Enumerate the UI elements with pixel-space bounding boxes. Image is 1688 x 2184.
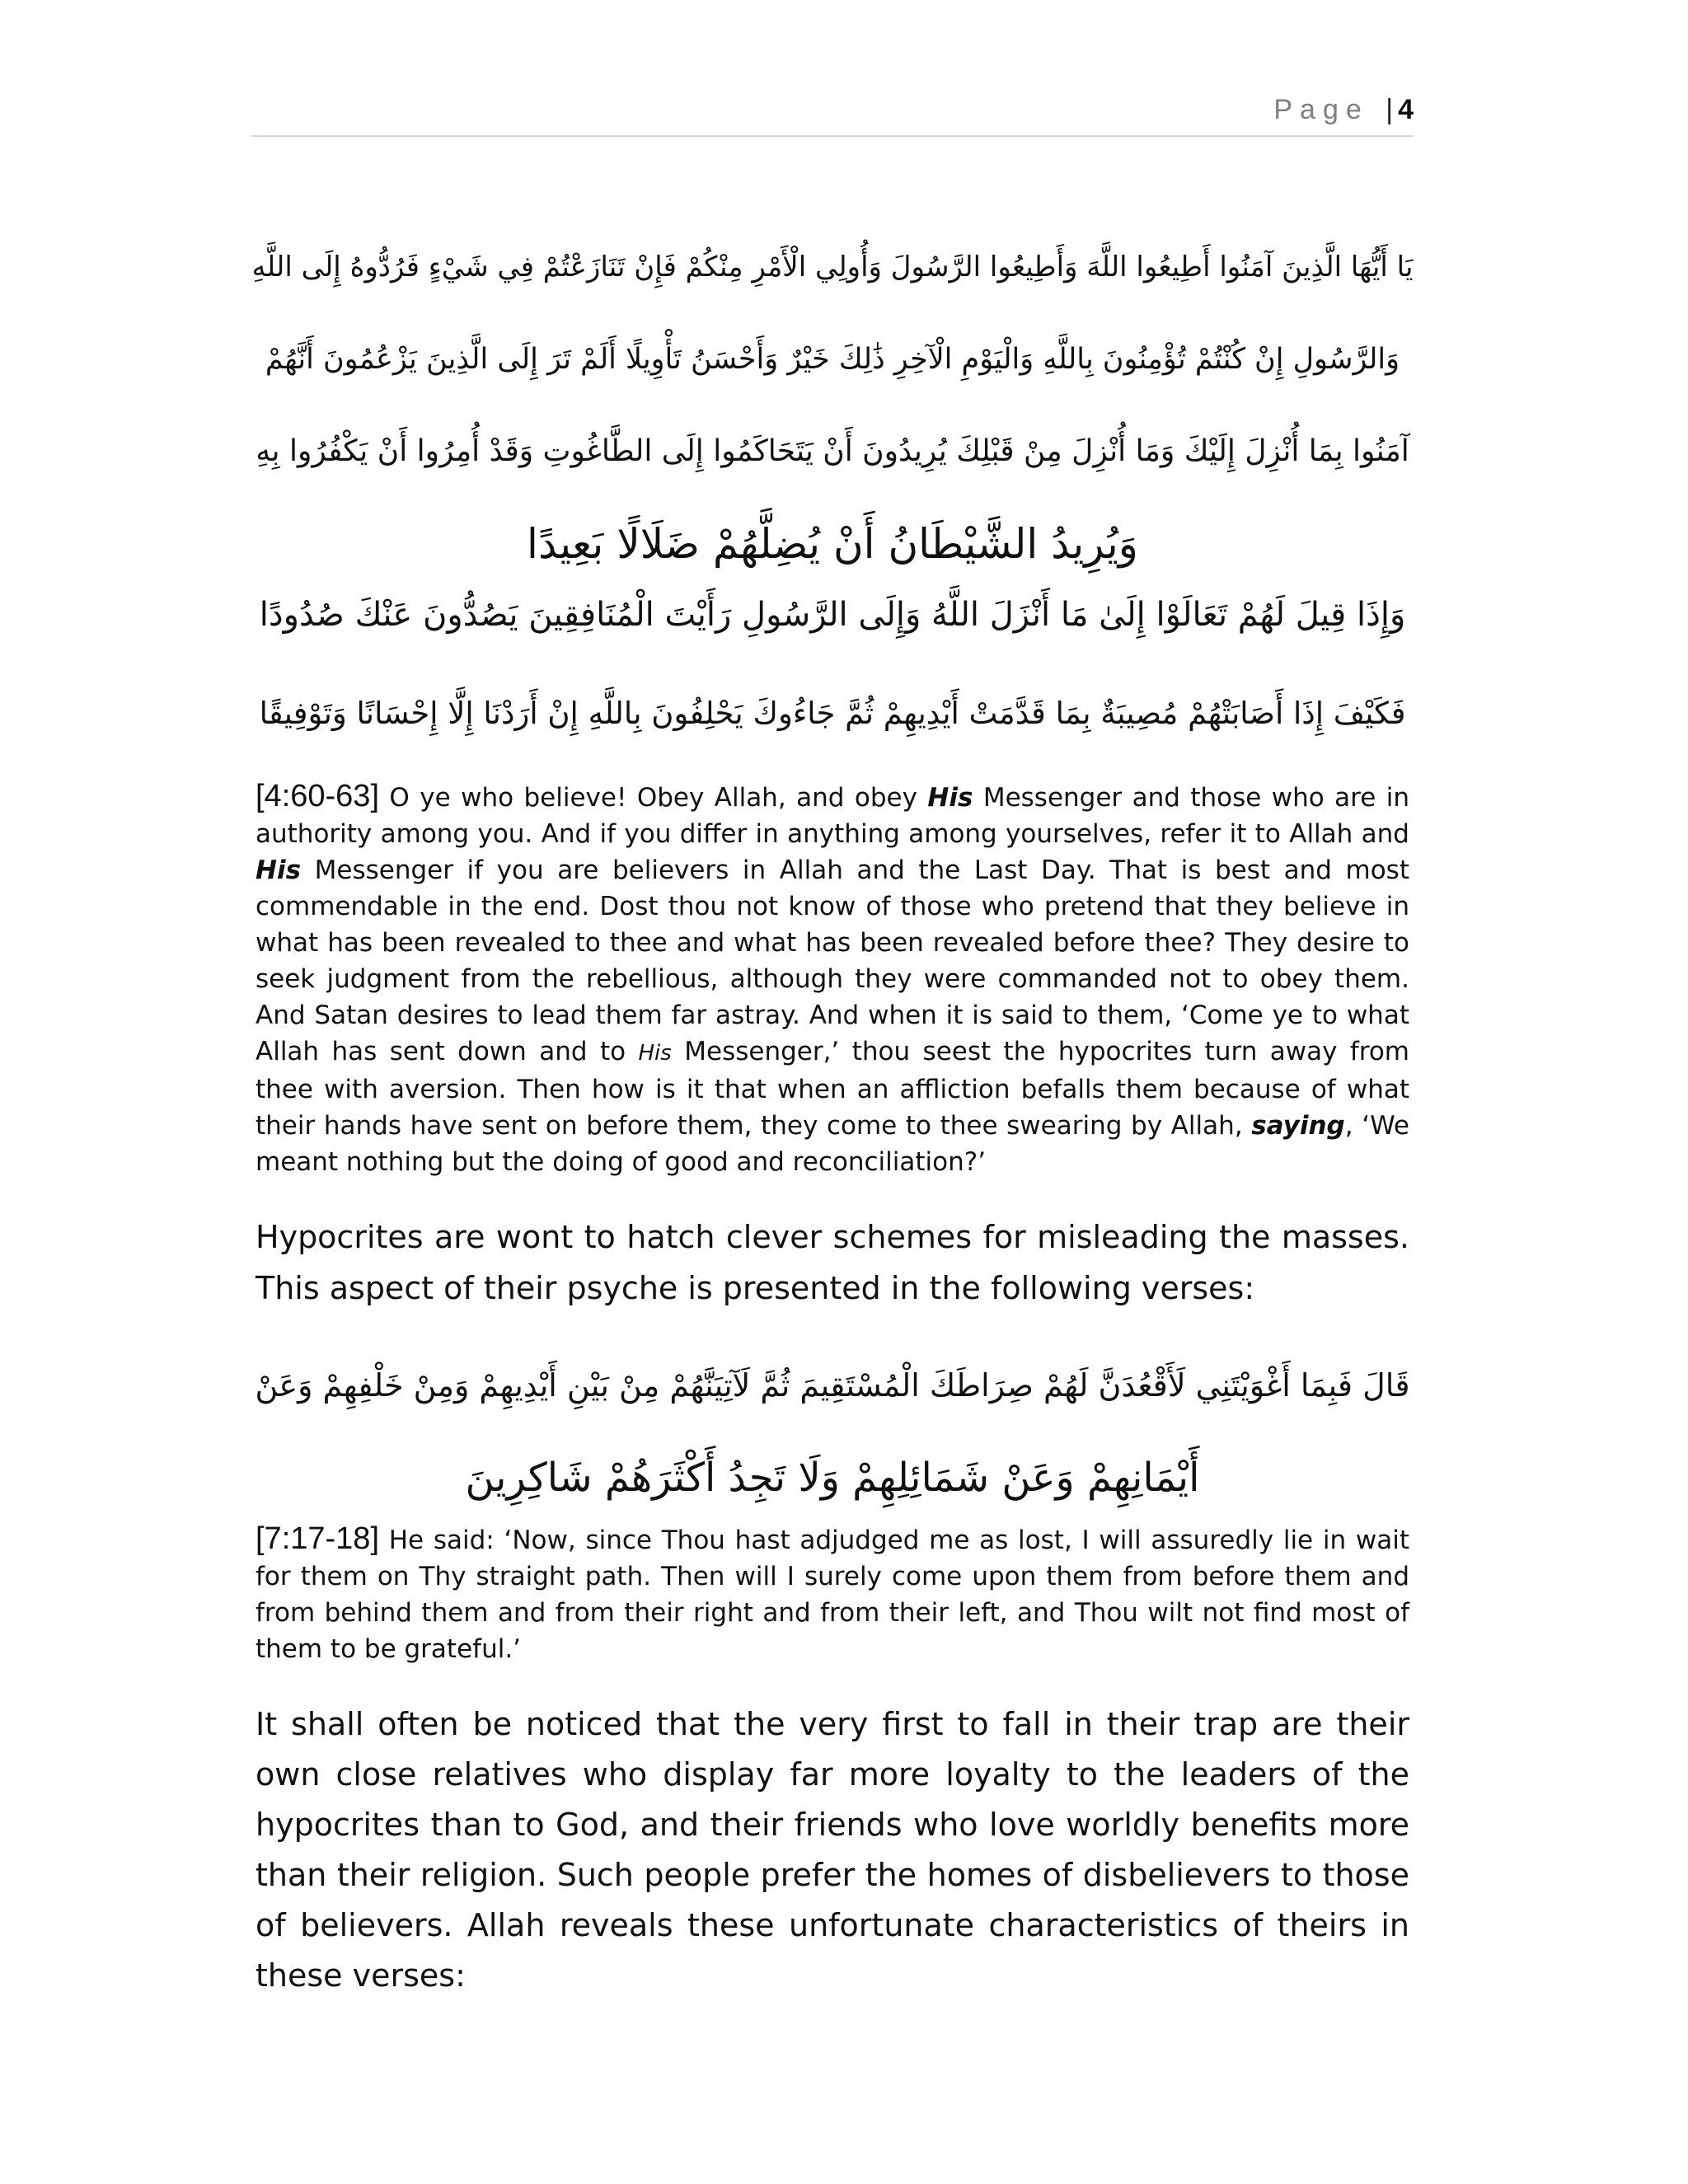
translation-7-17-18 <box>256 1521 1409 1667</box>
page-number-label <box>1273 94 1414 126</box>
translation-text: Messenger,’ thou seest the hypocrites turn away from thee with aversion. Then how is it that when an affliction befalls them because of what their hands have sent on before them, they come to thee swearing by Allah, <box>256 1037 1410 1141</box>
body-paragraph: It shall often be noticed that the very first to fall in their trap are their own close relatives who display far more loyalty to the leaders of the hypocrites than to God, and their friends who love worldly benefits more than their religion. Such people prefer the homes of disbelievers to those of believers. Allah reveals these unfortunate characteristics of theirs in these verses: <box>256 1706 1409 1994</box>
translation-text: , ‘We meant nothing but the doing of good and reconciliation?’ <box>256 1111 1409 1177</box>
emphasis-his: His <box>638 1041 672 1066</box>
translation-4-60-63 <box>256 778 1409 1180</box>
arabic-verse-line: فَكَيْفَ إِذَا أَصَابَتْهُمْ مُصِيبَةٌ بِمَا قَدَّمَتْ أَيْدِيهِمْ ثُمَّ جَاءُوكَ يَحْلِفُونَ بِاللَّهِ إِنْ أَرَدْنَا إِلَّا إِحْسَانًا وَتَوْفِيقًا <box>259 696 1406 731</box>
translation-text: Messenger and those who are in authority among you. And if you differ in anything among yourselves, refer it to Allah and <box>256 783 1409 849</box>
arabic-verse-line: وَالرَّسُولِ إِنْ كُنْتُمْ تُؤْمِنُونَ بِاللَّهِ وَالْيَوْمِ الْآخِرِ ذَٰلِكَ خَيْرٌ وَأَحْسَنُ تَأْوِيلًا أَلَمْ تَرَ إِلَى الَّذِينَ يَزْعُمُونَ أَنَّهُمْ <box>265 343 1400 376</box>
verse-reference: [4:60-63] <box>256 779 379 813</box>
page-number: 4 <box>1398 94 1414 125</box>
verse-reference: [7:17-18] <box>256 1521 379 1556</box>
body-paragraph: Hypocrites are wont to hatch clever schemes for misleading the masses. This aspect of their psyche is presented in the following verses: <box>256 1219 1409 1306</box>
header-separator: | <box>1386 94 1394 125</box>
arabic-verse-line: آمَنُوا بِمَا أُنْزِلَ إِلَيْكَ وَمَا أُنْزِلَ مِنْ قَبْلِكَ يُرِيدُونَ أَنْ يَتَحَاكَمُوا إِلَى الطَّاغُوتِ وَقَدْ أُمِرُوا أَنْ يَكْفُرُوا بِهِ <box>256 434 1409 468</box>
page-word: Page <box>1273 94 1369 125</box>
arabic-verse-line: وَيُرِيدُ الشَّيْطَانُ أَنْ يُضِلَّهُمْ ضَلَالًا بَعِيدًا <box>527 520 1138 568</box>
arabic-verse-line: قَالَ فَبِمَا أَغْوَيْتَنِي لَأَقْعُدَنَّ لَهُمْ صِرَاطَكَ الْمُسْتَقِيمَ ثُمَّ لَآتِيَنَّهُمْ مِنْ بَيْنِ أَيْدِيهِمْ وَمِنْ خَلْفِهِمْ وَعَنْ <box>255 1367 1410 1404</box>
arabic-verse-line: يَا أَيُّهَا الَّذِينَ آمَنُوا أَطِيعُوا اللَّهَ وَأَطِيعُوا الرَّسُولَ وَأُولِي الْأَمْرِ مِنْكُمْ فَإِنْ تَنَازَعْتُمْ فِي شَيْءٍ فَرُدُّوهُ إِلَى اللَّهِ <box>251 251 1414 284</box>
arabic-verse-4-63 <box>251 668 1414 760</box>
arabic-verses-7-17-18 <box>251 1339 1414 1524</box>
arabic-verse-line: أَيْمَانِهِمْ وَعَنْ شَمَائِلِهِمْ وَلَا تَجِدُ أَكْثَرَهُمْ شَاكِرِينَ <box>465 1455 1200 1501</box>
emphasis-his: His <box>927 783 973 813</box>
arabic-verses-4-60-61 <box>251 221 1414 590</box>
emphasis-his: His <box>256 855 302 885</box>
translation-text: He said: ‘Now, since Thou hast adjudged me as lost, I will assuredly lie in wait for them on Thy straight path. Then will I surely come upon them from before them and from behind them and from their right and from their left, and Thou wilt not find most of them to be grateful.’ <box>256 1526 1409 1664</box>
arabic-verse-line: وَإِذَا قِيلَ لَهُمْ تَعَالَوْا إِلَىٰ مَا أَنْزَلَ اللَّهُ وَإِلَى الرَّسُولِ رَأَيْتَ الْمُنَافِقِينَ يَصُدُّونَ عَنْكَ صُدُودًا <box>259 596 1406 634</box>
translation-text: O ye who believe! Obey Allah, and obey <box>379 783 928 813</box>
emphasis-saying: saying <box>1251 1111 1345 1141</box>
arabic-verse-4-62 <box>251 569 1414 661</box>
page-header <box>251 89 1414 137</box>
translation-text: Messenger if you are believers in Allah and the Last Day. That is best and most commendable in the end. Dost thou not know of those who pretend that they believe in what has been revealed to thee and what has been revealed before thee? They desire to seek judgment from the rebellious, although they were commanded not to obey them. And Satan desires to lead them far astray. And when it is said to them, ‘Come ye to what Allah has sent down and to <box>256 855 1409 1066</box>
